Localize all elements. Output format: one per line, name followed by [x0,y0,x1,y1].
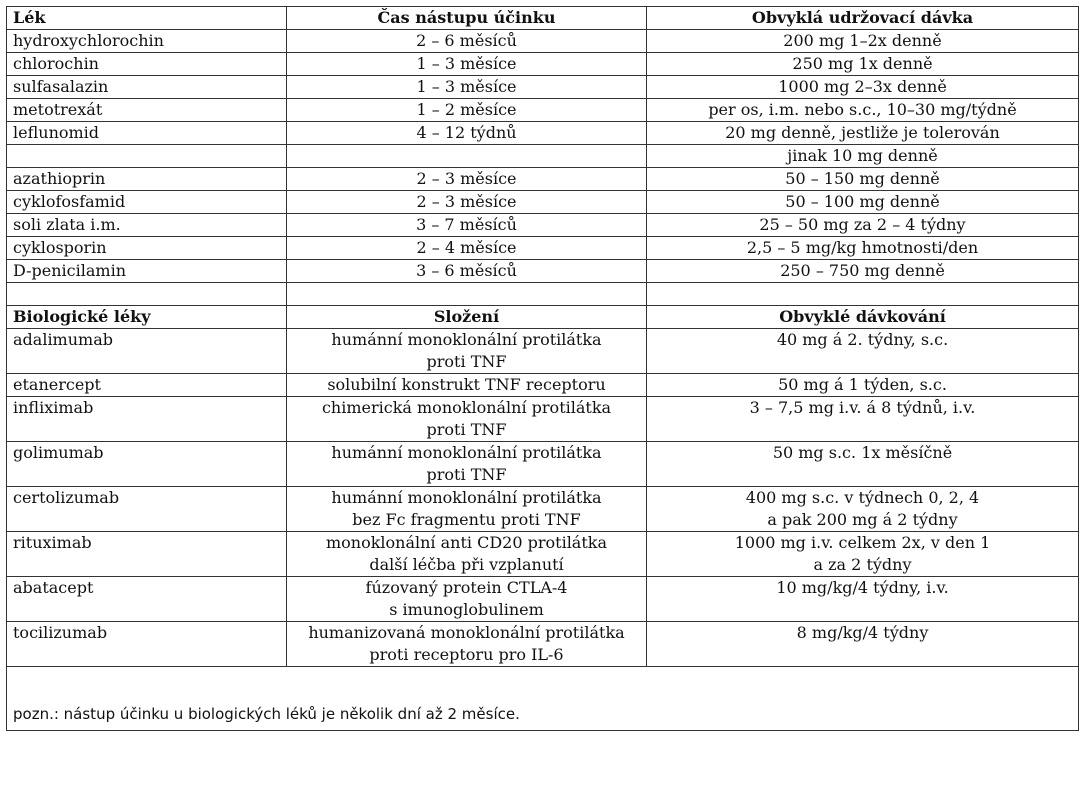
composition-cell [287,487,647,532]
composition-cell-line: humánní monoklonální protilátka [331,488,602,507]
dosage-cell [647,622,1079,667]
table-row [7,30,1079,53]
onset-cell [287,145,647,168]
drug-name-cell: D-penicilamin [7,260,287,283]
drug-name-cell: cyklosporin [7,237,287,260]
dosage-cell [647,329,1079,374]
biologic-name-cell [7,622,287,667]
biologic-name-cell-line: certolizumab [13,488,120,507]
table-row [7,397,1079,442]
dosage-cell-line: a za 2 týdny [813,555,912,574]
composition-cell-line: humánní monoklonální protilátka [331,443,602,462]
drug-name-cell: sulfasalazin [7,76,287,99]
dosage-cell [647,374,1079,397]
drug-name-cell [7,145,287,168]
onset-cell: 2 – 3 měsíce [287,191,647,214]
onset-cell: 2 – 4 měsíce [287,237,647,260]
drug-name-cell: azathioprin [7,168,287,191]
composition-cell-line: s imunoglobulinem [389,600,544,619]
dosage-cell-line: 10 mg/kg/4 týdny, i.v. [776,578,949,597]
biologic-name-cell [7,329,287,374]
composition-cell-line: monoklonální anti CD20 protilátka [325,533,608,552]
dose-cell: 2,5 – 5 mg/kg hmotnosti/den [647,237,1079,260]
onset-cell: 3 – 7 měsíců [287,214,647,237]
drug-name-cell: chlorochin [7,53,287,76]
biologic-name-cell-line: rituximab [13,533,92,552]
header-cell: Obvyklé dávkování [647,306,1079,329]
onset-cell: 2 – 6 měsíců [287,30,647,53]
table-row [7,532,1079,577]
table-row [7,260,1079,283]
table-row [7,487,1079,532]
dose-cell: 250 mg 1x denně [647,53,1079,76]
table-row [7,622,1079,667]
header-cell: Čas nástupu účinku [287,7,647,30]
biologic-name-cell [7,442,287,487]
biologic-name-cell [7,397,287,442]
biologic-name-cell [7,374,287,397]
onset-cell: 3 – 6 měsíců [287,260,647,283]
dose-cell: 25 – 50 mg za 2 – 4 týdny [647,214,1079,237]
table-row [7,168,1079,191]
composition-cell-line: humanizovaná monoklonální protilátka [308,623,625,642]
composition-cell [287,622,647,667]
dosage-cell-line: 50 mg á 1 týden, s.c. [778,375,947,394]
composition-cell [287,442,647,487]
table-row [7,53,1079,76]
dose-cell: 200 mg 1–2x denně [647,30,1079,53]
table-row [7,99,1079,122]
dosage-cell [647,487,1079,532]
table-row [7,191,1079,214]
dosage-cell-line: 40 mg á 2. týdny, s.c. [776,330,949,349]
table-row [7,214,1079,237]
composition-cell-line: proti TNF [426,420,507,439]
dosage-cell [647,397,1079,442]
table-row [7,577,1079,622]
biologic-drugs-section [7,306,1079,667]
biologic-name-cell-line: golimumab [13,443,104,462]
drug-name-cell: leflunomid [7,122,287,145]
note-row [7,667,1079,731]
composition-cell [287,374,647,397]
header-cell: Biologické léky [7,306,287,329]
dose-cell: 1000 mg 2–3x denně [647,76,1079,99]
table-row [7,442,1079,487]
drug-name-cell: hydroxychlorochin [7,30,287,53]
dosage-cell [647,577,1079,622]
composition-cell-line: humánní monoklonální protilátka [331,330,602,349]
footnote: pozn.: nástup účinku u biologických léků je několik dní až 2 měsíce. [7,667,1079,731]
drug-name-cell: metotrexát [7,99,287,122]
onset-cell: 1 – 3 měsíce [287,76,647,99]
dosage-cell-line: 1000 mg i.v. celkem 2x, v den 1 [734,533,991,552]
table-row [7,329,1079,374]
onset-cell: 1 – 3 měsíce [287,53,647,76]
table-row [7,76,1079,99]
dosage-cell-line: 50 mg s.c. 1x měsíčně [772,443,953,462]
table-row [7,145,1079,168]
composition-cell-line: proti TNF [426,465,507,484]
table-row [7,237,1079,260]
composition-cell [287,397,647,442]
header-cell: Lék [7,7,287,30]
dose-cell: 50 – 100 mg denně [647,191,1079,214]
dosage-cell-line: 3 – 7,5 mg i.v. á 8 týdnů, i.v. [749,398,976,417]
spacer-row [7,283,1079,306]
gap-section [7,283,1079,306]
conventional-drugs-section [7,7,1079,283]
composition-cell-line: chimerická monoklonální protilátka [321,398,612,417]
dose-cell: 50 – 150 mg denně [647,168,1079,191]
biologic-name-cell-line: tocilizumab [13,623,108,642]
dosage-cell [647,442,1079,487]
composition-cell [287,532,647,577]
composition-cell-line: bez Fc fragmentu proti TNF [352,510,581,529]
dose-cell: 250 – 750 mg denně [647,260,1079,283]
onset-cell: 4 – 12 týdnů [287,122,647,145]
dose-cell: per os, i.m. nebo s.c., 10–30 mg/týdně [647,99,1079,122]
composition-cell-line: proti receptoru pro IL-6 [369,645,564,664]
table-row [7,122,1079,145]
drug-name-cell: soli zlata i.m. [7,214,287,237]
note-section [7,667,1079,731]
biologic-name-cell [7,487,287,532]
onset-cell: 2 – 3 měsíce [287,168,647,191]
composition-cell [287,577,647,622]
biologic-name-cell [7,532,287,577]
header-row [7,7,1079,30]
onset-cell: 1 – 2 měsíce [287,99,647,122]
header-row [7,306,1079,329]
composition-cell-line: solubilní konstrukt TNF receptoru [327,375,606,394]
composition-cell-line: další léčba při vzplanutí [369,555,564,574]
dosage-cell-line: 8 mg/kg/4 týdny [796,623,929,642]
dosage-cell-line: a pak 200 mg á 2 týdny [767,510,958,529]
composition-cell-line: fúzovaný protein CTLA-4 [365,578,568,597]
dosage-cell-line: 400 mg s.c. v týdnech 0, 2, 4 [745,488,980,507]
biologic-name-cell-line: abatacept [13,578,94,597]
drug-name-cell: cyklofosfamid [7,191,287,214]
header-cell: Složení [287,306,647,329]
dose-cell: jinak 10 mg denně [647,145,1079,168]
drug-table [6,6,1079,731]
composition-cell-line: proti TNF [426,352,507,371]
biologic-name-cell-line: adalimumab [13,330,113,349]
biologic-name-cell-line: infliximab [13,398,94,417]
header-cell: Obvyklá udržovací dávka [647,7,1079,30]
dose-cell: 20 mg denně, jestliže je tolerován [647,122,1079,145]
biologic-name-cell-line: etanercept [13,375,101,394]
table-row [7,374,1079,397]
composition-cell [287,329,647,374]
dosage-cell [647,532,1079,577]
biologic-name-cell [7,577,287,622]
